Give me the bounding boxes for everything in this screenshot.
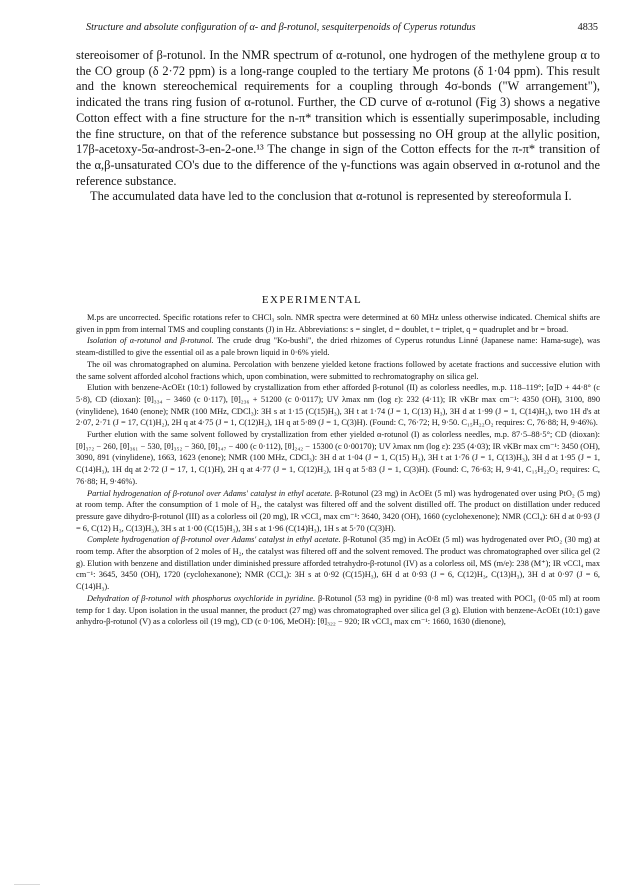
exp-paragraph-complete-hydrogenation [76,534,600,593]
exp-paragraph-isolation [76,335,600,358]
exp-subheading-complete-hydrogenation: Complete hydrogenation of β-rotunol over Adams' catalyst in ethyl acetate. [87,535,341,545]
exp-text-isolation: The crude drug "Ko-bushi", the dried rhizomes of Cyperus rotundus Linné (Japanese name: Hama-suge), was steam-distilled to give the essential oil as a pale brown liquid in 0·6% yield. [76,336,601,358]
exp-text-dehydration: β-Rotunol (53 mg) in pyridine (0·8 ml) was treated with POCl₃ (0·05 ml) at room temp for 1 day. Upon isolation in the usual manner, the product (27 mg) was chromatographed over silica gel (3 g). Elution with benzene-AcOEt (10:1) gave anhydro-β-rotunol (V) as a colorless oil (19 mg), CD (c 0·106, MeOH): [θ]₃₂₂ − 920; IR νCCl₄ max cm⁻¹: 1660, 1630 (dienone), [76,593,601,627]
exp-subheading-isolation: Isolation of α-rotunol and β-rotunol. [87,336,214,346]
exp-paragraph-partial-hydrogenation [76,488,600,535]
exp-paragraph-beta-rotunol: Elution with benzene-AcOEt (10:1) followed by crystallization from ether afforded β-rotunol (II) as colorless needles, m.p. 118–119°; [α]D + 44·8° (c 5·8), CD (dioxan): [θ]₃₃₄ − 3460 (c 0·117), [θ]₂₃₆ + 51200 (c 0·0117); UV λmax nm (log ε): 232 (4·11); IR νKBr max cm⁻¹: 4350 (OH), 3100, 890 (vinylidene), 1640 (enone); NMR (100 MHz, CDCl₃): 3H s at 1·15 (C(15)H₃), 3H t at 1·74 (J = 1, C(13) H₃), 3H d at 1·99 (J = 1, C(14)H₃), two 1H d's at 2·07, 2·71 (J = 17, C(1)H₂), 2H q at 4·75 (J = 1, C(12)H₂), 1H q at 5·89 (J = 1, C(3)H). (Found: C, 76·72; H, 9·50. C₁₅H₂₂O₂ requires: C, 76·88; H, 9·46%). [76,383,600,428]
body-paragraph-1: stereoisomer of β-rotunol. In the NMR spectrum of α-rotunol, one hydrogen of the methylene group α to the CO group (δ 2·72 ppm) is a long-range coupled to the tertiary Me protons (δ 1·04 ppm). This result and the known stereochemical requirements for a coupling through 4σ-bonds ("W arrangement"), indicated the trans ring fusion of α-rotunol. Further, the CD curve of α-rotunol (Fig 3) shows a negative Cotton effect with a fine structure for the n-π* transition which is essentially superimposable, including the fine structure, on that of the reference substance but possessing no OH group at the allylic position, 17β-acetoxy-5α-androst-3-en-2-one.¹³ The change in sign of the Cotton effects for the π-π* transition of the α,β-unsaturated CO's due to the difference of the γ-functions was again observed in α-rotunol and the reference substance. [76,48,600,188]
scan-edge-mark [14,884,40,885]
running-head [86,22,598,33]
exp-subheading-partial-hydrogenation: Partial hydrogenation of β-rotunol over Adams' catalyst in ethyl acetate. [87,488,333,498]
experimental-section [76,312,600,628]
exp-paragraph-general: M.ps are uncorrected. Specific rotations refer to CHCl₃ soln. NMR spectra were determined at 60 MHz unless otherwise indicated. Chemical shifts are given in ppm from internal TMS and coupling constants (J) in Hz. Abbreviations: s = singlet, d = doublet, t = triplet, q = quadruplet and br = broad. [76,313,600,334]
exp-text-complete-hydrogenation: β-Rotunol (35 mg) in AcOEt (5 ml) was hydrogenated over PtO₂ (30 mg) at room temp. After the absorption of 2 moles of H₂, the catalyst was filtered off and the solvent removed. The product was chromatographed over silica gel (2 g). Elution with benzene and distillation under diminished pressure afforded tetrahydro-β-rotunol (IV) as a colorless oil, MS (m/e): 238 (M⁺); IR νCCl₄ max cm⁻¹: 3645, 3450 (OH), 1720 (cyclohexanone); NMR (CCl₄): 3H s at 0·92 (C(15)H₃), 6H d at 0·93 (J = 6, C(12)H₃, C(13)H₃), 3H d at 0·97 (J = 6, C(14)H₃). [76,535,600,592]
body-paragraph-2: The accumulated data have led to the conclusion that α-rotunol is represented by stereoformula I. [90,189,572,204]
exp-text-partial-hydrogenation: β-Rotunol (23 mg) in AcOEt (5 ml) was hydrogenated over using PtO₂ (5 mg) at room temp. After the consumption of 1 mole of H₂, the catalyst was filtered off and the solvent distilled off. The product on distillation under reduced pressure gave dihydro-β-rotunol (III) as a colorless oil (20 mg), IR νCCl₄ max cm⁻¹: 3640, 3420 (OH), 1660 (cyclohexenone); NMR (CCl₄): 6H d at 0·93 (J = 6, C(12) H₃, C(13)H₃), 3H s at 1·00 (C(15)H₃), 3H s at 1·96 (C(14)H₃), 1H s at 5·70 (C(3)H). [76,488,600,533]
discussion-section [76,48,600,205]
exp-paragraph-alpha-rotunol: Further elution with the same solvent followed by crystallization from ether yielded α-rotunol (I) as colorless needles, m.p. 87·5–88·5°; CD (dioxan): [θ]₃₇₂ − 260, [θ]₃₆₁ − 530, [θ]₃₅₂ − 360, [θ]₃₄₇ − 400 (c 0·112), [θ]₂₄₂ − 15300 (c 0·00170); UV λmax nm (log ε): 235 (4·03); IR νKBr max cm⁻¹: 3450 (OH), 3090, 891 (vinylidene), 1663, 1623 (enone); NMR (100 MHz, CDCl₃): 3H d at 1·04 (J = 1, C(15) H₃), 3H t at 1·76 (J = 1, C(13)H₃), 3H d at 1·95 (J = 1, C(14)H₃), 1H dq at 2·72 (J = 17, 1, C(1)H), 2H q at 4·77 (J = 1, C(12)H₂), 1H q at 5·83 (J = 1, C(3)H). (Found: C, 76·63; H, 9·41, C₁₅H₂₂O₂ requires: C, 76·88; H, 9·46%). [76,430,600,486]
running-head-title: Structure and absolute configuration of α- and β-rotunol, sesquiterpenoids of Cyperus rotundus [86,22,476,33]
exp-paragraph-chromatography: The oil was chromatographed on alumina. Percolation with benzene yielded ketone fractions followed by acetate fractions and successive elution with the same solvent afforded alcohol fractions which, upon combination, were submitted to rechromatography on silica gel. [76,359,600,381]
page-number: 4835 [577,22,598,33]
experimental-heading: EXPERIMENTAL [261,294,363,306]
exp-subheading-dehydration: Dehydration of β-rotunol with phosphorus oxychloride in pyridine. [87,593,316,603]
exp-paragraph-dehydration [76,593,600,628]
